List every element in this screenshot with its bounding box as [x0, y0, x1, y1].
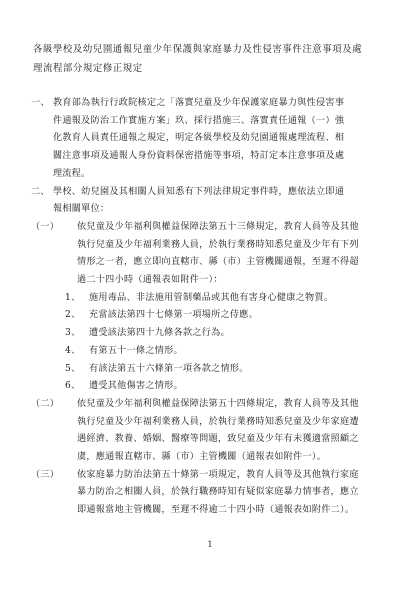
item-text: 有該法第五十六條第一項各款之情形。 — [89, 363, 249, 374]
section-line: 報相關單位： — [53, 204, 110, 215]
page-number: 1 — [207, 540, 213, 549]
subsection-line: 依兒童及少年福利與權益保障法第五十四條規定，教育人員等及其他 — [77, 398, 359, 409]
section-line: 學校、幼兒園及其相關人員知悉有下列法律規定事件時，應依法立即通 — [53, 186, 345, 197]
item-number: 3、 — [65, 328, 81, 339]
document-title — [33, 40, 389, 78]
section-marker: 二、 — [31, 186, 50, 197]
list-item — [31, 325, 391, 343]
title-line: 各級學校及幼兒園通報兒童少年保護與家庭暴力及性侵害事件注意事項及處 — [33, 44, 363, 55]
subsection-1 — [31, 219, 391, 290]
subsection-line: 依兒童及少年福利與權益保障法第五十三條規定，教育人員等及其他 — [77, 221, 359, 232]
subsection-line: 情形之一者，應立即向直轄市、縣（市）主管機關通報，至遲不得超 — [77, 257, 359, 268]
list-item — [31, 343, 391, 361]
subsection-line: 執行兒童及少年福利業務人員，於執行業務時知悉兒童及少年家庭遭 — [77, 416, 359, 427]
list-item — [31, 307, 391, 325]
section-line: 教育部為執行行政院核定之「落實兒童及少年保護家庭暴力與性侵害事 — [53, 98, 345, 108]
list-item — [31, 290, 391, 308]
item-text: 遭受該法第四十九條各款之行為。 — [89, 328, 230, 339]
item-number: 1、 — [65, 292, 81, 303]
subsection-2 — [31, 396, 391, 467]
subsection-3 — [31, 467, 391, 520]
subsection-line: 虞，應通報直轄市、縣（市）主管機關（通報表如附件一）。 — [77, 452, 327, 463]
item-number: 5、 — [65, 363, 81, 374]
subsection-line: 即通報當地主管機關，至遲不得逾二十四小時（通報表如附件二）。 — [77, 505, 355, 516]
section-line: 理流程。 — [53, 168, 91, 179]
subsection-marker: （三） — [31, 469, 60, 480]
subsection-marker: （一） — [31, 221, 60, 232]
section-1 — [31, 95, 391, 184]
subsection-line: 暴力防治之相關人員，於執行職務時知有疑似家庭暴力情事者，應立 — [77, 487, 359, 498]
subsection-line: 遇經濟、教養、婚姻、醫療等問題，致兒童及少年有未獲適當照顧之 — [77, 434, 359, 445]
item-number: 6、 — [65, 381, 81, 392]
section-marker: 一、 — [31, 98, 50, 108]
section-line: 件通報及防治工作實施方案」玖、採行措施三、落實責任通報（一）強 — [53, 115, 345, 126]
subsection-line: 執行兒童及少年福利業務人員，於執行業務時知悉兒童及少年有下列 — [77, 239, 359, 250]
section-2 — [31, 184, 391, 219]
item-text: 施用毒品、非法施用管制藥品或其他有害身心健康之物質。 — [89, 292, 334, 303]
list-item — [31, 361, 391, 379]
item-text: 有第五十一條之情形。 — [89, 345, 183, 356]
list-item — [31, 378, 391, 396]
title-line: 理流程部分規定修正規定 — [33, 63, 143, 74]
item-text: 充當該法第四十七條第一項場所之侍應。 — [89, 310, 259, 321]
document-body — [31, 95, 391, 520]
subsection-line: 過二十四小時（通報表如附件一）： — [77, 275, 223, 286]
item-number: 4、 — [65, 345, 81, 356]
section-line: 化教育人員責任通報之規定，明定各級學校及幼兒園通報處理流程、相 — [53, 133, 345, 144]
item-text: 遭受其他傷害之情形。 — [89, 381, 183, 392]
subsection-marker: （二） — [31, 398, 60, 409]
item-number: 2、 — [65, 310, 81, 321]
subsection-line: 依家庭暴力防治法第五十條第一項規定，教育人員等及其他執行家庭 — [77, 469, 359, 480]
section-line: 關注意事項及通報人身份資料保密措施等事項，特訂定本注意事項及處 — [53, 151, 345, 162]
